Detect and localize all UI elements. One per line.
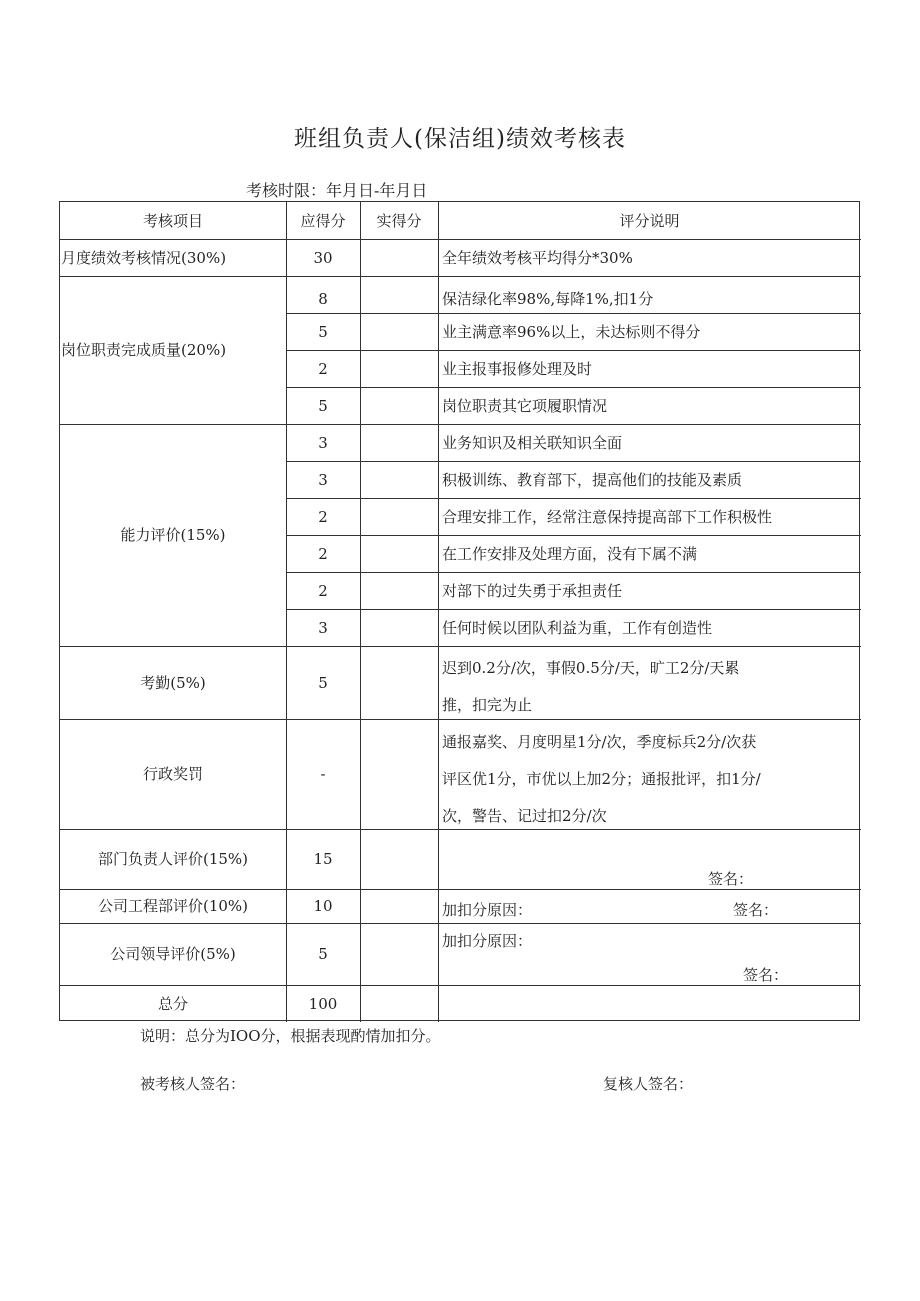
assessment-period: 考核时限：年月日-年月日 (246, 181, 428, 200)
item-leader: 公司领导评价(5%) (110, 945, 236, 963)
item-monthly: 月度绩效考核情况(30%) (61, 248, 227, 267)
desc-admin-line-3: 次，警告、记过扣2分/次 (442, 807, 607, 825)
desc-monthly: 全年绩效考核平均得分*30% (442, 248, 633, 267)
reason-eng-dept: 加扣分原因： (442, 901, 533, 919)
item-total: 总分 (157, 994, 188, 1013)
desc-ability-6: 任何时候以团队利益为重，工作有创造性 (442, 618, 713, 637)
assessment-table (59, 201, 860, 1021)
score-ability-4: 2 (318, 544, 328, 563)
score-duty-1: 8 (318, 289, 328, 308)
desc-attendance-line-1: 迟到0.2分/次，事假0.5分/天，旷工2分/天累 (442, 659, 740, 677)
score-attendance: 5 (318, 673, 328, 692)
desc-ability-1: 业务知识及相关联知识全面 (442, 433, 623, 452)
desc-duty-3: 业主报事报修处理及时 (442, 359, 593, 378)
score-ability-1: 3 (318, 433, 328, 452)
score-duty-2: 5 (318, 322, 328, 341)
desc-attendance (438, 650, 861, 724)
header-description: 评分说明 (619, 211, 680, 230)
desc-duty-4: 岗位职责其它项履职情况 (442, 396, 608, 415)
score-duty-3: 2 (318, 359, 328, 378)
desc-admin-line-1: 通报嘉奖、月度明星1分/次，季度标兵2分/次获 (442, 733, 757, 751)
score-ability-3: 2 (318, 507, 328, 526)
score-admin: - (320, 765, 326, 783)
desc-attendance-line-2: 推，扣完为止 (442, 696, 533, 714)
note: 说明：总分为IOO分，根据表现酌情加扣分。 (140, 1027, 441, 1045)
score-ability-6: 3 (318, 618, 328, 637)
desc-ability-5: 对部下的过失勇于承担责任 (442, 581, 623, 600)
item-ability: 能力评价(15%) (120, 526, 226, 544)
score-ability-5: 2 (318, 581, 328, 600)
item-admin: 行政奖罚 (142, 765, 203, 783)
desc-ability-2: 积极训练、教育部下，提高他们的技能及素质 (442, 470, 743, 489)
reason-leader: 加扣分原因： (442, 932, 533, 950)
score-total: 100 (308, 994, 338, 1013)
item-attendance: 考勤(5%) (140, 673, 206, 692)
sign-eng-dept: 签名： (733, 901, 779, 919)
item-duty: 岗位职责完成质量(20%) (61, 341, 227, 359)
score-monthly: 30 (313, 248, 333, 267)
page-title: 班组负责人(保洁组)绩效考核表 (294, 126, 626, 152)
score-ability-2: 3 (318, 470, 328, 489)
desc-ability-3: 合理安排工作，经常注意保持提高部下工作积极性 (442, 507, 773, 526)
sign-dept-head: 签名： (708, 870, 754, 888)
score-duty-4: 5 (318, 396, 328, 415)
score-leader: 5 (318, 945, 328, 963)
desc-admin-line-2: 评区优1分，市优以上加2分；通报批评，扣1分/ (442, 770, 761, 788)
assessee-signature: 被考核人签名： (140, 1075, 246, 1093)
header-item: 考核项目 (142, 211, 203, 230)
item-dept-head: 部门负责人评价(15%) (97, 850, 249, 868)
sign-leader: 签名： (743, 966, 789, 984)
desc-duty-1: 保洁绿化率98%,每降1%,扣1分 (442, 289, 654, 308)
desc-admin (438, 724, 861, 835)
score-dept-head: 15 (313, 850, 333, 868)
header-actual-score: 实得分 (376, 211, 422, 230)
score-eng-dept: 10 (313, 897, 333, 915)
reviewer-signature: 复核人签名： (603, 1075, 694, 1093)
desc-duty-2: 业主满意率96%以上，未达标则不得分 (442, 322, 701, 341)
desc-ability-4: 在工作安排及处理方面，没有下属不满 (442, 544, 698, 563)
item-eng-dept: 公司工程部评价(10%) (97, 897, 249, 915)
header-due-score: 应得分 (300, 211, 346, 230)
